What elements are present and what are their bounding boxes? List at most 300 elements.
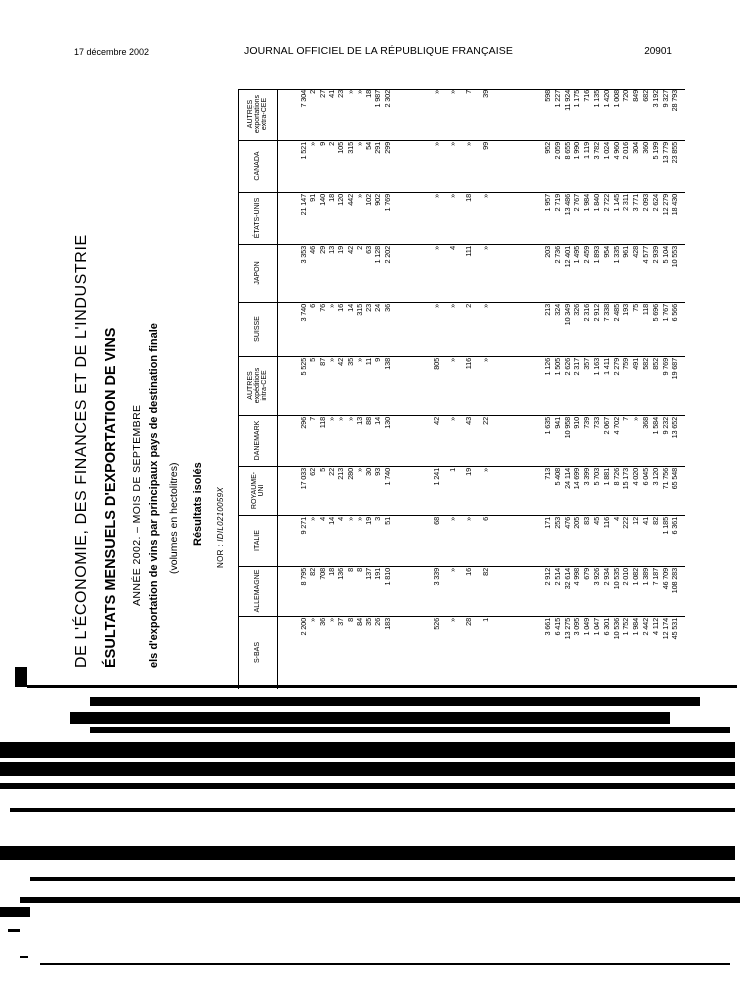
table-cell: 5 xyxy=(317,468,327,472)
column-header-line: exportations xyxy=(253,94,261,134)
table-cell: 8 726 xyxy=(611,468,621,486)
table-cell: 213 xyxy=(543,304,552,316)
table-cell: 7 xyxy=(464,90,474,94)
table-cell: 42 xyxy=(336,358,346,366)
table-cell: 1 957 xyxy=(543,194,552,212)
scan-artifact xyxy=(20,956,28,958)
table-cell: 137 xyxy=(364,568,374,580)
table-cell: » xyxy=(326,618,336,622)
table-cell: 1 082 xyxy=(631,568,641,586)
table-cell: 708 xyxy=(317,568,327,580)
table-cell: 2 719 xyxy=(552,194,562,212)
table-cell: 29 xyxy=(317,246,327,254)
column-header xyxy=(254,302,261,356)
table-cell: 2 912 xyxy=(543,568,552,586)
table-cell: 13 xyxy=(326,246,336,254)
table-cell: 18 xyxy=(326,568,336,576)
table-cell: 2 626 xyxy=(562,358,572,376)
table-cell: 1 049 xyxy=(582,618,592,636)
table-cell: » xyxy=(326,304,336,308)
column-header-line: AUTRES xyxy=(246,99,254,129)
table-cell: 35 xyxy=(364,618,374,626)
table-cell: 46 709 xyxy=(660,568,670,590)
table-cell: 6 361 xyxy=(670,517,680,535)
table-cell: 3 339 xyxy=(432,568,441,586)
scan-artifact xyxy=(40,963,730,965)
table-cell: » xyxy=(448,142,458,146)
column-header-line: intra-CEE xyxy=(260,370,268,401)
table-cell: 1 135 xyxy=(592,90,601,108)
table-cell: 116 xyxy=(464,358,474,370)
table-cell: 1 411 xyxy=(601,358,611,375)
table-cell: » xyxy=(448,417,458,421)
table-cell: 733 xyxy=(592,417,601,429)
table-cell: » xyxy=(448,618,458,622)
table-cell: 10 349 xyxy=(562,304,572,326)
column-divider xyxy=(238,356,685,357)
table-cell: 62 xyxy=(308,468,318,476)
table-cell: 3 926 xyxy=(592,568,601,586)
column-header-line: ÉTATS-UNIS xyxy=(254,197,262,239)
table-cell: 1 810 xyxy=(382,568,392,586)
table-cell: 5 104 xyxy=(660,246,670,264)
table-cell: 2 459 xyxy=(582,246,592,264)
table-cell: 4 xyxy=(448,246,458,250)
ministry-title: DE L'ÉCONOMIE, DES FINANCES ET DE L'INDUSTRIE xyxy=(73,234,90,668)
table-cell: » xyxy=(326,417,336,421)
table-cell: 1 740 xyxy=(382,468,392,486)
table-cell: 1 767 xyxy=(660,304,670,322)
table-cell: 75 xyxy=(631,304,641,312)
column-header-line: DANEMARK xyxy=(254,420,262,461)
table-cell: 1 881 xyxy=(601,468,611,486)
table-cell: 105 xyxy=(336,142,346,154)
table-cell: 1 584 xyxy=(650,417,660,435)
table-cell: 9 271 xyxy=(299,517,308,535)
table-cell: 6 045 xyxy=(641,468,650,486)
table-cell: 15 173 xyxy=(621,468,631,490)
table-cell: 8 xyxy=(354,568,364,572)
table-cell: 1 227 xyxy=(552,90,562,108)
table-cell: 2 736 xyxy=(552,246,562,264)
table-cell: 1 126 xyxy=(543,358,552,376)
table-cell: 1 389 xyxy=(641,568,650,586)
table-cell: 7 187 xyxy=(650,568,660,586)
table-cell: 11 924 xyxy=(562,90,572,111)
table-cell: 22 xyxy=(326,468,336,476)
table-cell: » xyxy=(308,142,318,146)
scan-artifact xyxy=(90,727,730,733)
table-cell: 14 xyxy=(373,417,383,425)
table-cell: 1 008 xyxy=(611,90,621,108)
table-cell: 99 xyxy=(480,142,490,150)
header-date: 17 décembre 2002 xyxy=(74,47,150,57)
table-cell: 28 xyxy=(464,618,474,626)
table-cell: » xyxy=(448,517,458,521)
table-cell: 368 xyxy=(641,417,650,429)
table-cell: 9 769 xyxy=(660,358,670,376)
scan-artifact xyxy=(0,762,735,776)
table-cell: 2 485 xyxy=(611,304,621,322)
table-cell: » xyxy=(326,358,336,362)
table-cell: 805 xyxy=(432,358,441,370)
table-cell: 3 740 xyxy=(299,304,308,322)
table-cell: 1 420 xyxy=(601,90,611,108)
table-cell: 45 531 xyxy=(670,618,680,640)
table-cell: » xyxy=(480,468,490,472)
table-cell: 1 024 xyxy=(601,142,611,160)
scan-artifact xyxy=(0,783,735,789)
table-cell: 1 521 xyxy=(299,142,308,160)
table-cell: 1 128 xyxy=(373,246,383,264)
table-cell: 88 xyxy=(364,417,374,425)
table-cell: 2 317 xyxy=(572,358,582,376)
table-cell: 7 xyxy=(308,417,318,421)
table-cell: 2 xyxy=(464,304,474,308)
table-cell: 1 335 xyxy=(611,246,621,264)
table-cell: 83 xyxy=(582,517,592,525)
table-cell: 4 702 xyxy=(611,417,621,435)
column-header xyxy=(254,515,261,566)
table-cell: 582 xyxy=(641,358,650,370)
table-cell: 315 xyxy=(354,304,364,316)
table-cell: 14 699 xyxy=(572,468,582,490)
table-cell: 8 xyxy=(345,618,355,622)
table-cell: 93 xyxy=(373,468,383,476)
table-left-rule xyxy=(238,89,239,689)
table-cell: 1 752 xyxy=(621,618,631,636)
table-cell: » xyxy=(448,90,458,94)
table-cell: 2 302 xyxy=(382,90,392,108)
table-cell: 2 202 xyxy=(382,246,392,264)
table-cell: 598 xyxy=(543,90,552,102)
table-cell: » xyxy=(354,517,364,521)
table-cell: 682 xyxy=(641,90,650,102)
table-cell: 4 020 xyxy=(631,468,641,486)
table-cell: 12 xyxy=(631,517,641,525)
table-cell: 5 xyxy=(308,358,318,362)
table-cell: 63 xyxy=(364,246,374,254)
table-cell: 8 795 xyxy=(299,568,308,586)
scan-artifact xyxy=(0,907,30,917)
table-cell: 183 xyxy=(382,618,392,630)
table-cell: 118 xyxy=(641,304,650,316)
table-cell: » xyxy=(448,568,458,572)
section-heading: Résultats isolés xyxy=(192,462,204,546)
table-cell: 213 xyxy=(336,468,346,480)
table-cell: 1 163 xyxy=(592,358,601,376)
table-cell: 13 xyxy=(354,417,364,425)
table-cell: » xyxy=(448,358,458,362)
table-cell: 4 112 xyxy=(650,618,660,635)
table-cell: 22 xyxy=(480,417,490,425)
table-cell: 136 xyxy=(336,568,346,580)
table-cell: 37 xyxy=(336,618,346,626)
table-cell: 280 xyxy=(345,468,355,480)
table-cell: 16 xyxy=(336,304,346,312)
column-divider xyxy=(238,415,685,416)
table-cell: 2 624 xyxy=(650,194,660,212)
table-cell: 82 xyxy=(650,517,660,525)
table-cell: 526 xyxy=(432,618,441,630)
table-cell: 84 xyxy=(354,618,364,626)
table-cell: » xyxy=(345,90,355,94)
table-cell: 9 xyxy=(317,142,327,146)
table-cell: 852 xyxy=(650,358,660,370)
column-header-line: AUTRES xyxy=(246,371,254,400)
table-cell: » xyxy=(354,90,364,94)
table-cell: 2 442 xyxy=(641,618,650,636)
table-cell: 3 782 xyxy=(592,142,601,160)
scan-artifact xyxy=(0,846,735,860)
table-cell: 1 635 xyxy=(543,417,552,435)
table-cell: » xyxy=(354,468,364,472)
table-cell: 253 xyxy=(552,517,562,529)
column-header xyxy=(247,88,268,140)
table-cell: 17 033 xyxy=(299,468,308,490)
table-cell: 2 912 xyxy=(592,304,601,322)
table-cell: 5 696 xyxy=(650,304,660,322)
column-header-line: CANADA xyxy=(254,151,262,181)
table-cell: 3 771 xyxy=(631,194,641,212)
table-cell: 299 xyxy=(382,142,392,154)
scan-artifact xyxy=(15,667,27,687)
table-cell: 16 xyxy=(464,568,474,576)
table-cell: 65 548 xyxy=(670,468,680,490)
table-cell: 326 xyxy=(572,304,582,316)
scan-artifact xyxy=(70,712,670,724)
table-cell: 5 199 xyxy=(650,142,660,160)
scan-artifact xyxy=(0,742,735,758)
table-cell: 2 xyxy=(326,142,336,146)
table-cell: 315 xyxy=(345,142,355,154)
units-note: (volumes en hectolitres) xyxy=(168,462,180,574)
table-cell: 1 984 xyxy=(631,618,641,636)
table-cell: » xyxy=(354,358,364,362)
column-header-line: SUISSE xyxy=(254,316,262,342)
table-cell: 120 xyxy=(336,194,346,206)
table-cell: 222 xyxy=(621,517,631,529)
table-cell: 428 xyxy=(631,246,641,258)
scan-artifact xyxy=(90,697,700,706)
nor-label: NOR : xyxy=(216,541,225,568)
table-cell: 2 067 xyxy=(601,417,611,435)
table-cell: 2 010 xyxy=(621,568,631,586)
header-body-rule xyxy=(277,89,278,689)
table-cell: 442 xyxy=(345,194,355,206)
table-cell: 941 xyxy=(552,417,562,429)
table-cell: 3 192 xyxy=(650,90,660,108)
table-cell: 360 xyxy=(641,142,650,154)
table-cell: 849 xyxy=(631,90,641,102)
table-cell: 1 769 xyxy=(382,194,392,212)
table-cell: 910 xyxy=(572,417,582,429)
table-cell: 3 095 xyxy=(572,618,582,636)
column-header xyxy=(254,415,261,466)
table-cell: 82 xyxy=(480,568,490,576)
column-divider xyxy=(238,140,685,141)
table-cell: 18 xyxy=(364,90,374,98)
table-cell: 32 614 xyxy=(562,568,572,590)
table-cell: 1 984 xyxy=(582,194,592,212)
table-cell: 23 xyxy=(364,304,374,312)
column-header-line: ITALIE xyxy=(254,530,262,551)
column-header xyxy=(254,244,261,302)
table-cell: 954 xyxy=(601,246,611,258)
table-subtitle: els d'exportation de vins par principaux pays de destination finale xyxy=(148,323,160,668)
table-cell: 102 xyxy=(364,194,374,206)
table-cell: 87 xyxy=(317,358,327,366)
table-cell: 1 185 xyxy=(660,517,670,535)
scan-artifact xyxy=(8,929,20,932)
table-cell: » xyxy=(480,358,490,362)
scan-artifact xyxy=(10,808,735,812)
table-cell: 9 327 xyxy=(660,90,670,108)
table-cell: 13 486 xyxy=(562,194,572,216)
table-cell: 111 xyxy=(464,246,474,257)
table-cell: 10 536 xyxy=(611,618,621,640)
table-cell: 296 xyxy=(299,417,308,429)
table-cell: 26 xyxy=(373,618,383,626)
table-cell: 108 283 xyxy=(670,568,680,594)
table-cell: 11 xyxy=(364,358,374,366)
table-cell: 5 525 xyxy=(299,358,308,376)
table-cell: 1 xyxy=(448,468,458,472)
table-cell: 2 xyxy=(354,246,364,250)
table-cell: 2 xyxy=(308,90,318,94)
table-cell: 23 855 xyxy=(670,142,680,164)
table-cell: 36 xyxy=(317,618,327,626)
table-cell: 82 xyxy=(308,568,318,576)
column-header-line: JAPON xyxy=(254,261,262,285)
column-divider xyxy=(238,515,685,516)
table-cell: 71 756 xyxy=(660,468,670,490)
table-cell: 10 553 xyxy=(670,246,680,268)
table-cell: » xyxy=(464,142,474,146)
table-cell: 24 114 xyxy=(562,468,572,489)
table-cell: 2 934 xyxy=(601,568,611,586)
table-cell: 7 338 xyxy=(601,304,611,322)
table-cell: 6 xyxy=(480,517,490,521)
table-cell: 3 353 xyxy=(299,246,308,264)
table-cell: 14 xyxy=(345,304,355,312)
header-journal-title: JOURNAL OFFICIEL DE LA RÉPUBLIQUE FRANÇAISE xyxy=(244,45,513,57)
table-cell: 1 990 xyxy=(572,142,582,160)
table-cell: 6 xyxy=(308,304,318,308)
table-cell: 1 119 xyxy=(582,142,592,159)
table-cell: 1 893 xyxy=(592,246,601,264)
header-page-number: 20901 xyxy=(644,46,672,57)
column-header-line: ROYAUME- xyxy=(250,471,258,510)
table-cell: 19 xyxy=(336,246,346,254)
table-cell: 21 147 xyxy=(299,194,308,216)
table-cell: 4 998 xyxy=(572,568,582,586)
table-cell: 24 xyxy=(373,304,383,312)
column-header-line: extra-CEE xyxy=(260,97,268,131)
table-cell: » xyxy=(448,304,458,308)
table-cell: 5 703 xyxy=(592,468,601,486)
column-divider xyxy=(238,566,685,567)
column-divider xyxy=(238,466,685,467)
column-header-line: ALLEMAGNE xyxy=(254,569,262,613)
table-cell: 10 535 xyxy=(611,568,621,590)
period-line: ANNÉE 2002. – MOIS DE SEPTEMBRE xyxy=(131,404,143,606)
table-cell: 2 722 xyxy=(601,194,611,212)
table-cell: » xyxy=(464,517,474,521)
table-cell: » xyxy=(308,618,318,622)
table-cell: 1 495 xyxy=(572,246,582,264)
table-cell: 7 xyxy=(621,417,631,421)
table-cell: » xyxy=(432,304,441,308)
main-title: ÉSULTATS MENSUELS D'EXPORTATION DE VINS xyxy=(103,327,119,668)
table-cell: 14 xyxy=(326,517,336,525)
table-cell: 2 059 xyxy=(552,142,562,160)
table-cell: 2 311 xyxy=(621,194,631,211)
table-cell: 2 279 xyxy=(611,358,621,376)
table-cell: 291 xyxy=(373,142,383,154)
column-divider xyxy=(238,192,685,193)
table-cell: 130 xyxy=(382,417,392,429)
column-header xyxy=(251,466,265,515)
table-cell: 304 xyxy=(631,142,641,154)
table-cell: 140 xyxy=(317,194,327,206)
table-cell: 4 577 xyxy=(641,246,650,264)
table-cell: 1 840 xyxy=(592,194,601,212)
table-cell: 54 xyxy=(364,142,374,150)
table-cell: 116 xyxy=(601,517,611,529)
table-cell: 3 661 xyxy=(543,618,552,636)
table-cell: 191 xyxy=(373,568,383,580)
table-cell: 205 xyxy=(572,517,582,529)
table-cell: 4 xyxy=(336,517,346,521)
table-cell: 51 xyxy=(382,517,392,525)
column-header xyxy=(247,356,268,415)
table-cell: 12 279 xyxy=(660,194,670,216)
column-header-line: UNI xyxy=(257,484,265,497)
table-cell: 6 415 xyxy=(552,618,562,636)
table-cell: 41 xyxy=(641,517,650,525)
table-cell: 720 xyxy=(621,90,631,102)
table-cell: 6 566 xyxy=(670,304,680,322)
nor-code: IDIL0210059X xyxy=(216,486,225,542)
table-cell: 902 xyxy=(373,194,383,206)
column-divider xyxy=(238,244,685,245)
table-cell: 1 987 xyxy=(373,90,383,108)
table-cell: 2 514 xyxy=(552,568,562,586)
table-cell: 171 xyxy=(543,517,552,529)
table-cell: 28 793 xyxy=(670,90,680,112)
table-cell: » xyxy=(480,304,490,308)
table-cell: 193 xyxy=(621,304,631,316)
column-divider xyxy=(238,616,685,617)
table-cell: 10 958 xyxy=(562,417,572,439)
column-divider xyxy=(238,302,685,303)
table-cell: 18 xyxy=(326,194,336,202)
table-cell: » xyxy=(432,246,441,250)
table-cell: 1 xyxy=(480,618,490,622)
table-cell: 42 xyxy=(432,417,441,425)
table-cell: 2 016 xyxy=(621,142,631,160)
table-cell: 4 xyxy=(317,517,327,521)
table-cell: 203 xyxy=(543,246,552,258)
table-cell: 2 200 xyxy=(299,618,308,636)
table-cell: 19 xyxy=(364,517,374,525)
table-cell: 12 401 xyxy=(562,246,572,268)
table-cell: 18 430 xyxy=(670,194,680,216)
table-cell: 1 241 xyxy=(432,468,441,486)
table-cell: 961 xyxy=(621,246,631,258)
table-cell: 138 xyxy=(382,358,392,370)
